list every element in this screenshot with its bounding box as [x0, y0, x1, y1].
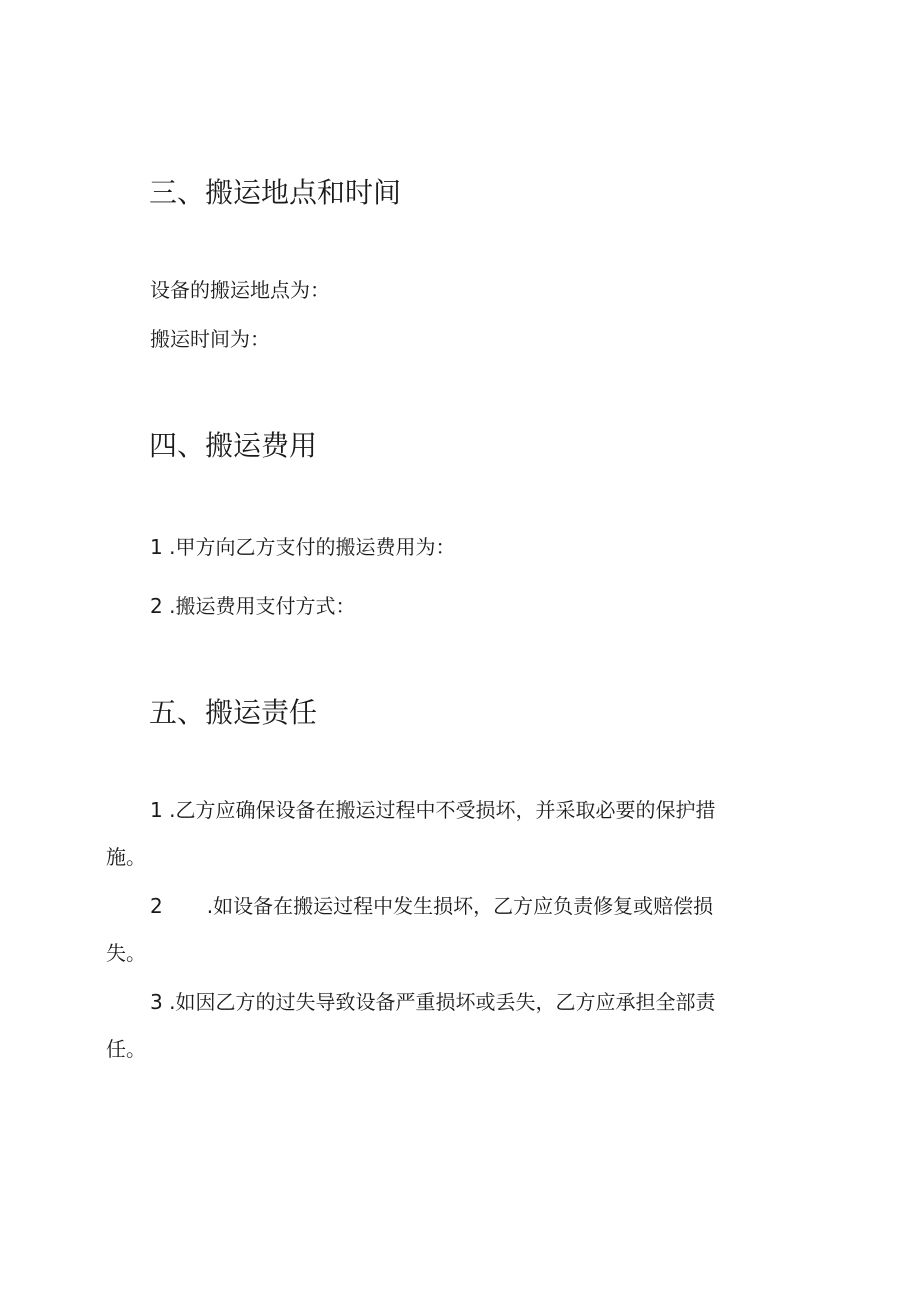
item-number: 1 [150, 535, 163, 559]
item-text: .如设备在搬运过程中发生损坏，乙方应负责修复或赔偿损 [206, 894, 714, 918]
item-number: 2 [150, 894, 163, 918]
fee-item-1 [150, 533, 455, 561]
section-3-title: 三、搬运地点和时间 [149, 176, 402, 209]
item-number: 1 [150, 798, 163, 822]
duty-item-1 [150, 796, 715, 824]
duty-item-3 [150, 988, 715, 1016]
item-text: .甲方向乙方支付的搬运费用为： [169, 535, 456, 559]
duty-item-2 [150, 892, 713, 920]
duty-item-1-cont: 施。 [106, 845, 146, 869]
fee-item-2 [150, 592, 355, 620]
section-4-title: 四、搬运费用 [149, 429, 318, 462]
item-number: 2 [150, 594, 163, 618]
time-line: 搬运时间为： [150, 327, 270, 351]
item-text: .如因乙方的过失导致设备严重损坏或丢失，乙方应承担全部责 [169, 990, 716, 1014]
item-number: 3 [150, 990, 163, 1014]
location-line: 设备的搬运地点为： [150, 278, 330, 302]
duty-item-3-cont: 任。 [106, 1037, 146, 1061]
duty-item-2-cont: 失。 [106, 941, 146, 965]
item-text: .乙方应确保设备在搬运过程中不受损坏，并采取必要的保护措 [169, 798, 716, 822]
item-text: .搬运费用支付方式： [169, 594, 356, 618]
section-5-title: 五、搬运责任 [149, 696, 318, 729]
